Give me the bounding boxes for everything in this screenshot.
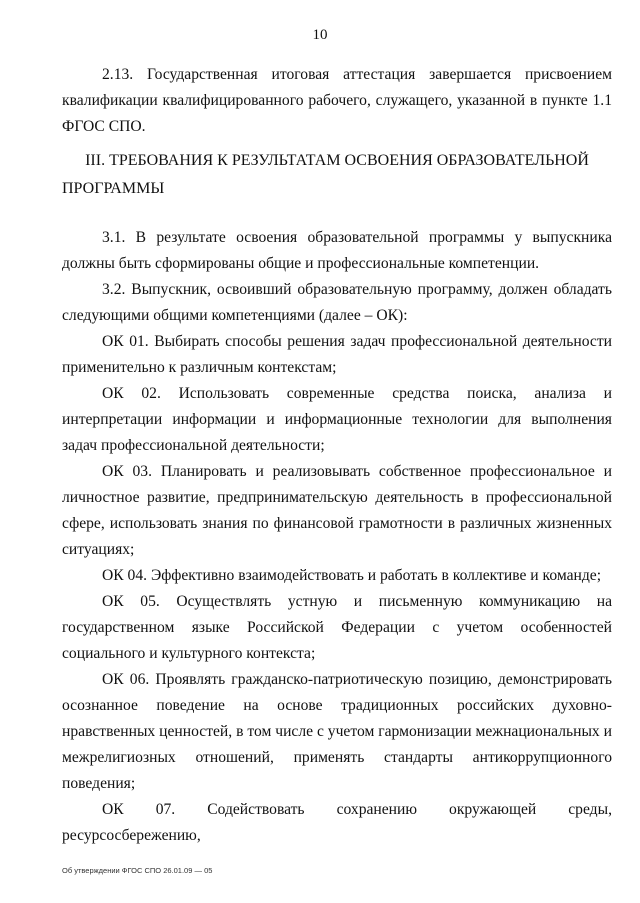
competence-ok-04: ОК 04. Эффективно взаимодействовать и работать в коллективе и команде; [102, 567, 602, 584]
competence-ok-02: ОК 02. Использовать современные средства поиска, анализа и интерпретации информации и информационные технологии для выполнения задач профессиональной деятельности; [62, 385, 612, 454]
competence-ok-03: ОК 03. Планировать и реализовывать собственное профессиональное и личностное развитие, предпринимательскую деятельность в профессиональной сфере, использовать знания по финансовой грамотности в различных жизненных ситуациях; [62, 463, 612, 558]
competence-ok-05: ОК 05. Осуществлять устную и письменную коммуникацию на государственном языке Российской Федерации с учетом особенностей социального и культурного контекста; [62, 593, 612, 662]
paragraph-3-2: 3.2. Выпускник, освоивший образовательную программу, должен обладать следующими общими компетенциями (далее – ОК): [62, 281, 612, 324]
section-heading: III. ТРЕБОВАНИЯ К РЕЗУЛЬТАТАМ ОСВОЕНИЯ ОБРАЗОВАТЕЛЬНОЙ ПРОГРАММЫ [62, 152, 589, 197]
competence-ok-01: ОК 01. Выбирать способы решения задач профессиональной деятельности применительно к различным контекстам; [62, 333, 612, 376]
page-footer: Об утверждении ФГОС СПО 26.01.09 — 05 [62, 866, 213, 875]
page-number: 10 [312, 27, 328, 43]
document-body [62, 62, 612, 849]
competence-ok-06: ОК 06. Проявлять гражданско-патриотическую позицию, демонстрировать осознанное поведение на основе традиционных российских духовно-нравственных ценностей, в том числе с учетом гармонизации межнациональных и межрелигиозных отношений, применять стандарты антикоррупционного поведения; [62, 671, 612, 792]
paragraph-2-13: 2.13. Государственная итоговая аттестация завершается присвоением квалификации квалифицированного рабочего, служащего, указанной в пункте 1.1 ФГОС СПО. [62, 66, 612, 135]
paragraph-3-1: 3.1. В результате освоения образовательной программы у выпускника должны быть сформированы общие и профессиональные компетенции. [62, 229, 612, 272]
competence-ok-07: ОК 07. Содействовать сохранению окружающей среды, ресурсосбережению, [62, 801, 612, 844]
